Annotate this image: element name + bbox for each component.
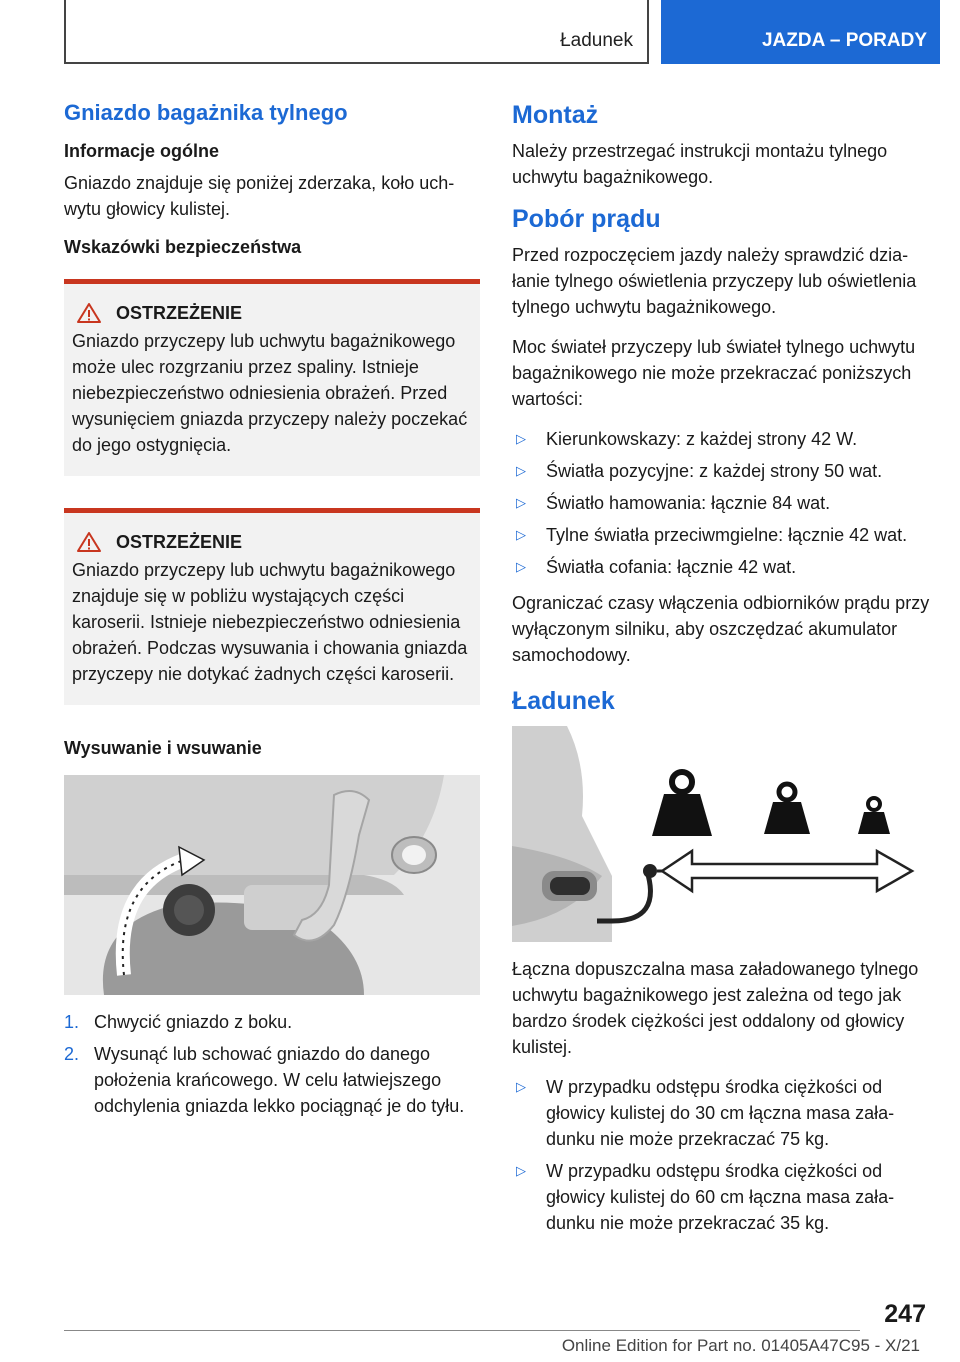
load-limits-list: [512, 1074, 932, 1236]
list-item: [512, 1158, 932, 1236]
list-item-text: Światła cofania: łącznie 42 wat.: [546, 557, 797, 577]
list-item: [512, 522, 932, 548]
list-item-text: Kierunkowskazy: z każdej strony 42 W.: [546, 429, 858, 449]
list-item: [512, 458, 932, 484]
general-heading: Informacje ogólne: [64, 141, 220, 162]
page-number: 247: [884, 1300, 926, 1328]
power-text-2: Moc świateł przyczepy lub świateł tylnego uchwytu bagażnikowego nie może przekraczać poniższych wartości:: [512, 337, 916, 409]
header-chapter: Ładunek: [560, 30, 633, 51]
footer-divider: [64, 1330, 860, 1331]
bullet-triangle-icon: ▷: [516, 495, 526, 510]
extend-heading: Wysuwanie i wsuwanie: [64, 738, 262, 759]
header-chapter-box: [64, 0, 649, 64]
warning-triangle-icon: [76, 302, 102, 324]
right-column: [512, 100, 932, 1246]
bullet-triangle-icon: ▷: [516, 559, 526, 574]
mount-text: Należy przestrzegać instrukcji montażu tylnego uchwytu bagażnikowego.: [512, 141, 888, 187]
warning-triangle-icon: [76, 531, 102, 553]
warning-header: [72, 302, 472, 324]
header-section-tab[interactable]: [661, 0, 940, 64]
load-title: Ładunek: [512, 687, 615, 715]
mount-title: Montaż: [512, 101, 599, 129]
bullet-triangle-icon: ▷: [516, 1079, 526, 1094]
power-text-3: Ograniczać czasy włączenia odbiorników prądu przy wyłączonym silniku, aby oszczędzać akumulator samochodowy.: [512, 593, 930, 665]
list-item-text: W przypadku odstępu środka ciężkości od głowicy kulistej do 30 cm łączna masa załadunku nie może przekraczać 75 kg.: [546, 1077, 895, 1149]
warning-box-1: [64, 279, 480, 476]
left-column: [64, 100, 480, 1125]
list-item: [512, 1074, 932, 1152]
load-text: Łączna dopuszczalna masa załadowanego tylnego uchwytu bagażnikowego jest zależna od tego jak bardzo środek ciężkości jest oddalony od głowicy kulistej.: [512, 959, 919, 1057]
step-number: 1.: [64, 1011, 80, 1032]
bullet-triangle-icon: ▷: [516, 527, 526, 542]
warning-label: OSTRZEŻENIE: [116, 531, 243, 552]
power-title: Pobór prądu: [512, 205, 661, 233]
list-item-text: Światła pozycyjne: z każdej strony 50 wat.: [546, 461, 883, 481]
footer-edition: Online Edition for Part no. 01405A47C95 - X/21: [561, 1336, 920, 1355]
step-text: Chwycić gniazdo z boku.: [94, 1011, 293, 1032]
list-item-text: W przypadku odstępu środka ciężkości od głowicy kulistej do 60 cm łączna masa załadunku nie może przekraczać 35 kg.: [546, 1161, 895, 1233]
list-item: [64, 1041, 480, 1119]
header-section: JAZDA – PORADY: [761, 30, 927, 51]
list-item: [64, 1009, 480, 1035]
step-text: Wysunąć lub schować gniazdo do danego położenia krańcowego. W celu łatwiejszego odchylenia gniazda lekko pociągnąć je do tyłu.: [94, 1043, 465, 1116]
general-text: Gniazdo znajduje się poniżej zderzaka, koło uchwytu głowicy kulistej.: [64, 172, 455, 219]
list-item-text: Światło hamowania: łącznie 84 wat.: [546, 493, 831, 513]
bullet-triangle-icon: ▷: [516, 1163, 526, 1178]
steps-list: [64, 1009, 480, 1119]
list-item-text: Tylne światła przeciwmgielne: łącznie 42 wat.: [546, 525, 908, 545]
warning-text: Gniazdo przyczepy lub uchwytu bagażnikowego znajduje się w pobliżu wystających części karoserii. Istnieje niebezpieczeństwo odniesienia obrażeń. Podczas wysuwania i chowania gniazda przyczepy nie dotykać żadnych części karoserii.: [72, 560, 468, 685]
bullet-triangle-icon: ▷: [516, 463, 526, 478]
socket-title: Gniazdo bagażnika tylnego: [64, 100, 348, 125]
list-item: [512, 426, 932, 452]
load-weights-illustration: [512, 726, 932, 942]
bullet-triangle-icon: ▷: [516, 431, 526, 446]
warning-label: OSTRZEŻENIE: [116, 302, 243, 323]
power-text-1: Przed rozpoczęciem jazdy należy sprawdzić działanie tylnego oświetlenia przyczepy lub oświetlenia tylnego uchwytu bagażnikowego.: [512, 245, 917, 317]
warning-text: Gniazdo przyczepy lub uchwytu bagażnikowego może ulec rozgrzaniu przez spaliny. Istnieje niebezpieczeństwo odniesienia obrażeń. Przed wysunięciem gniazda przyczepy należy poczekać do jego ostygnięcia.: [72, 331, 468, 456]
step-number: 2.: [64, 1043, 80, 1064]
warning-header: [72, 531, 472, 553]
trailer-socket-illustration: [64, 775, 480, 995]
list-item: [512, 554, 932, 580]
warning-box-2: [64, 508, 480, 705]
list-item: [512, 490, 932, 516]
safety-heading: Wskazówki bezpieczeństwa: [64, 236, 302, 257]
power-limits-list: [512, 426, 932, 580]
